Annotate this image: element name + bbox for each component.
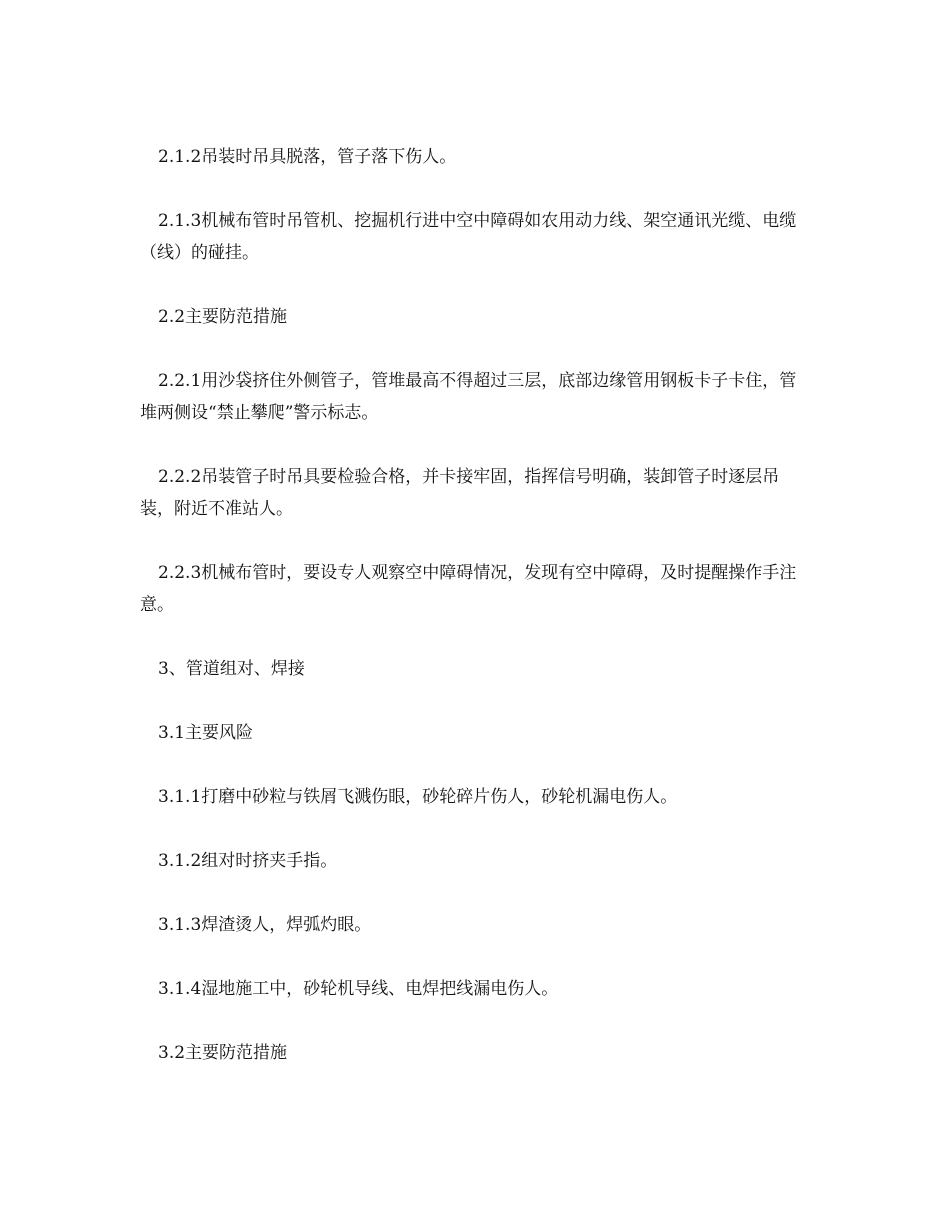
paragraph-3-1-3: 3.1.3焊渣烫人，焊弧灼眼。	[158, 915, 372, 935]
heading-3-2: 3.2主要防范措施	[158, 1043, 288, 1063]
paragraph-3-1-4: 3.1.4湿地施工中，砂轮机导线、电焊把线漏电伤人。	[158, 979, 559, 999]
heading-2-2: 2.2主要防范措施	[158, 307, 288, 327]
paragraph-2-2-2: 2.2.2吊装管子时吊具要检验合格，并卡接牢固，指挥信号明确，装卸管子时逐层吊装，附近不准站人。	[140, 467, 780, 519]
paragraph-2-1-2: 2.1.2吊装时吊具脱落，管子落下伤人。	[158, 147, 457, 167]
paragraph-2-1-3: 2.1.3机械布管时吊管机、挖掘机行进中空中障碍如农用动力线、架空通讯光缆、电缆（线）的碰挂。	[140, 211, 797, 263]
paragraph-3-1-1: 3.1.1打磨中砂粒与铁屑飞溅伤眼，砂轮碎片伤人，砂轮机漏电伤人。	[158, 787, 678, 807]
heading-3-1: 3.1主要风险	[158, 723, 254, 743]
paragraph-3-1-2: 3.1.2组对时挤夹手指。	[158, 851, 338, 871]
heading-3: 3、管道组对、焊接	[158, 659, 305, 679]
paragraph-2-2-3: 2.2.3机械布管时，要设专人观察空中障碍情况，发现有空中障碍，及时提醒操作手注意。	[140, 563, 797, 615]
paragraph-2-2-1: 2.2.1用沙袋挤住外侧管子，管堆最高不得超过三层，底部边缘管用钢板卡子卡住，管堆两侧设“禁止攀爬”警示标志。	[140, 371, 797, 423]
